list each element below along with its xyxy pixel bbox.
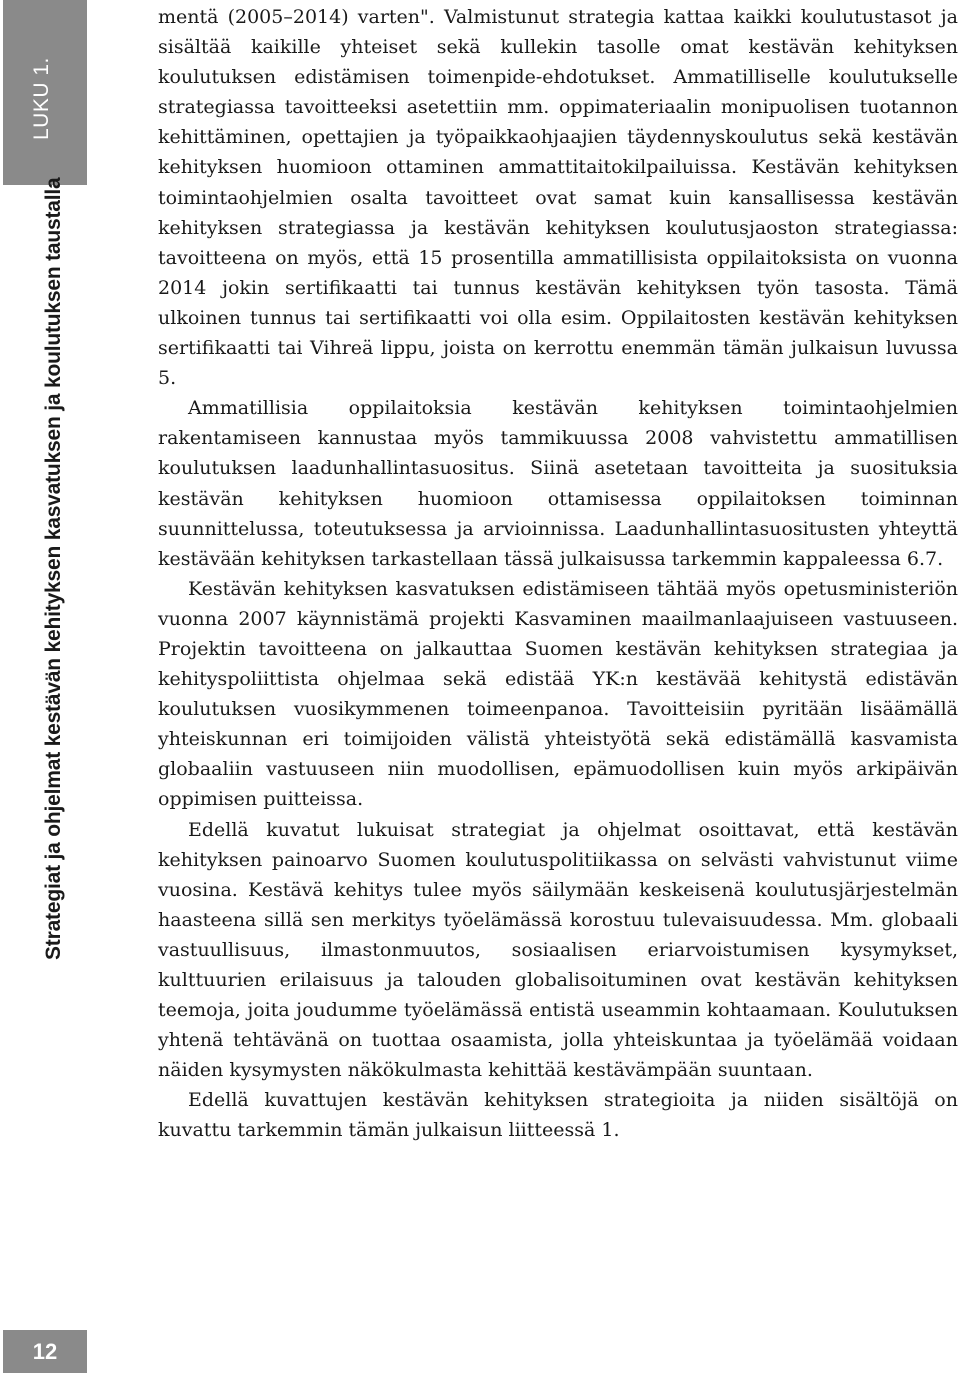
paragraph: Edellä kuvatut lukuisat strategiat ja ohjelmat osoittavat, että kestävän kehityksen painoarvo Suomen koulutuspolitiikassa on selvästi vahvistunut viime vuosina. Kestävä kehitys tulee myös säilymään keskeisenä koulutusjärjestelmän haasteena sillä sen merkitys työelämässä korostuu tulevaisuudessa. Mm. globaali vastuullisuus, ilmastonmuutos, sosiaalisen eriarvoistumisen kysymykset, kulttuurien erilaisuus ja talouden globalisoituminen ovat kestävän kehityksen teemoja, joita joudumme työelämässä entistä useammin kohtaamaan. Koulutuksen yhtenä tehtävänä on tuottaa osaamista, jolla yhteiskuntaa ja työelämää voidaan näiden kysymysten näkökulmasta kehittää kestävämpään suuntaan. xyxy=(158,818,958,1082)
page-number: 12 xyxy=(3,1330,87,1373)
body-text xyxy=(158,2,958,1146)
paragraph: mentä (2005–2014) varten". Valmistunut strategia kattaa kaikki koulutustasot ja sisältää kaikille yhteiset sekä kullekin tasolle omat kestävän kehityksen koulutuksen edistämisen toimenpide-ehdotukset. Ammatilliselle koulutukselle strategiassa tavoitteeksi asetettiin mm. oppimateriaalin monipuolisen tuotannon kehittäminen, opettajien ja työpaikkaohjaajien täydennyskoulutus sekä kestävän kehityksen huomioon ottaminen ammattitaitokilpailuissa. Kestävän kehityksen toimintaohjelmien osalta tavoitteet ovat samat kuin kansallisessa kestävän kehityksen strategiassa ja kestävän kehityksen koulutusjaoston strategiassa: tavoitteena on myös, että 15 prosentilla ammatillisista oppilaitoksista on vuonna 2014 jokin sertifikaatti tai tunnus kestävän kehityksen työn tasosta. Tämä ulkoinen tunnus tai sertifikaatti voi olla esim. Oppilaitosten kestävän kehityksen sertifikaatti tai Vihreä lippu, joista on kerrottu enemmän tämän julkaisun luvussa 5. xyxy=(158,6,958,390)
paragraph: Kestävän kehityksen kasvatuksen edistämiseen tähtää myös opetusministeriön vuonna 2007 käynnistämä projekti Kasvaminen maailmanlaajuiseen vastuuseen. Projektin tavoitteena on jalkauttaa Suomen kestävän kehityksen strategiaa ja kehityspoliittista ohjelmaa sekä edistää YK:n kestävää kehitystä edistävän koulutuksen vuosikymmenen toimeenpanoa. Tavoitteisiin pyritään lisäämällä yhteiskunnan eri toimijoiden välistä yhteistyötä sekä edistämällä kasvamista globaaliin vastuuseen niin muodollisen, epämuodollisen kuin myös arkipäivän oppimisen puitteissa. xyxy=(158,577,958,811)
paragraph: Ammatillisia oppilaitoksia kestävän kehityksen toimintaohjelmien rakentamiseen kannustaa myös tammikuussa 2008 vahvistettu ammatillisen koulutuksen laadunhallintasuositus. Siinä asetetaan tavoitteita ja suosituksia kestävän kehityksen huomioon ottamisessa oppilaitoksen toiminnan suunnittelussa, toteutuksessa ja arvioinnissa. Laadunhallintasuositusten yhteyttä kestävään kehityksen tarkastellaan tässä julkaisussa tarkemmin kappaleessa 6.7. xyxy=(158,397,958,570)
paragraph: Edellä kuvattujen kestävän kehityksen strategioita ja niiden sisältöjä on kuvattu tarkemmin tämän julkaisun liitteessä 1. xyxy=(158,1089,958,1142)
chapter-label: LUKU 1. xyxy=(30,57,53,140)
section-side-title: Strategiat ja ohjelmat kestävän kehityksen kasvatuksen ja koulutuksen taustalla xyxy=(42,177,65,960)
